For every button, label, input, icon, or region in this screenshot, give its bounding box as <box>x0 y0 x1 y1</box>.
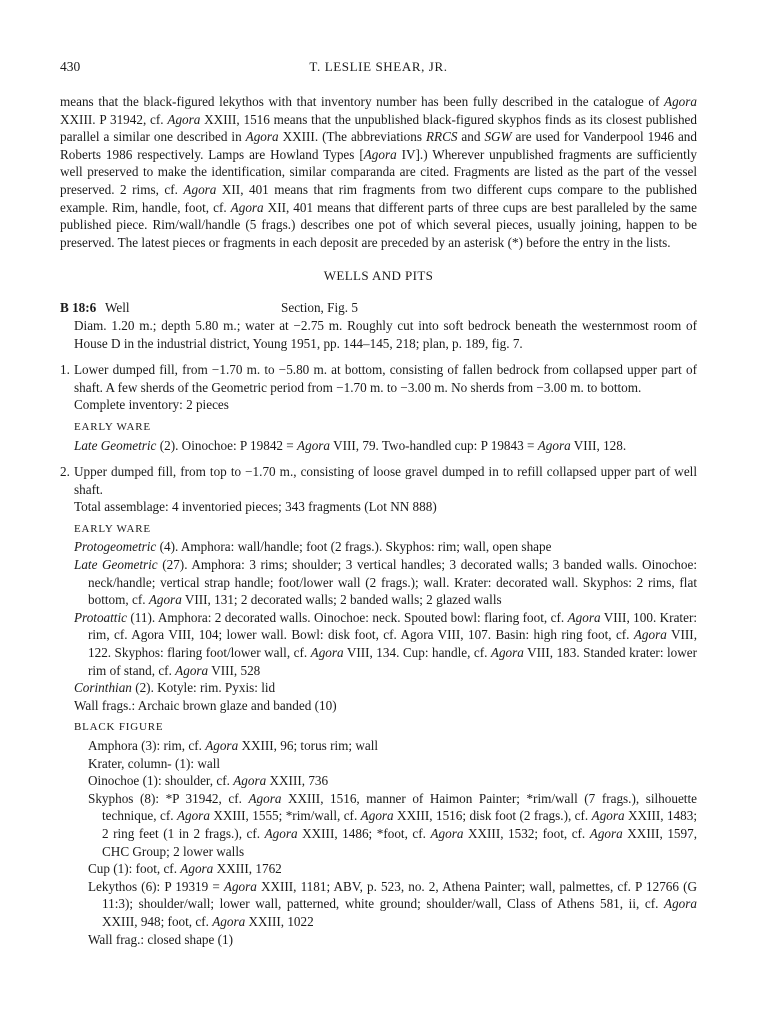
bf-skyphos: Skyphos (8): *P 31942, cf. Agora XXIII, 1516, manner of Haimon Painter; *rim/wall (7 frags.), silhouette technique, cf. Agora XXIII, 1555; *rim/wall, cf. Agora XXIII, 1516; disk foot (2 frags.), cf. Agora XXIII, 1483; 2 ring feet (1 in 2 frags.), cf. Agora XXIII, 1486; *foot, cf. Agora XXIII, 1532; foot, cf. Agora XXIII, 1597, CHC Group; 2 lower walls <box>88 790 697 859</box>
page-number: 430 <box>60 59 81 74</box>
layer-1-inventory: Complete inventory: 2 pieces <box>74 397 229 413</box>
deposit-name: Well <box>105 299 130 315</box>
deposit-id: B 18:6 <box>60 299 97 315</box>
corinthian-entry: Corinthian (2). Kotyle: rim. Pyxis: lid <box>74 680 276 696</box>
deposit-section-ref: Section, Fig. 5 <box>281 299 358 315</box>
late-geometric-entry: Late Geometric (27). Amphora: 3 rims; shoulder; 3 vertical handles; 3 decorated walls; 3 banded walls. Oinochoe: neck/handle; vertical strap handle; foot/lower wall (2 frags.); wall. Krater: decorated wall. Skyphos: 2 rims, flat bottom, cf. Agora VIII, 131; 2 decorated walls; 2 banded walls; 2 glazed walls <box>74 557 697 608</box>
layer-2 <box>60 463 697 498</box>
section-heading: WELLS AND PITS <box>323 268 434 284</box>
layer-1-early-ware-heading: EARLY WARE <box>74 420 151 433</box>
bf-krater: Krater, column- (1): wall <box>88 755 221 771</box>
bf-cup: Cup (1): foot, cf. Agora XXIII, 1762 <box>88 861 282 877</box>
layer-number: 1. <box>60 362 70 378</box>
layer-1 <box>60 361 697 396</box>
layer-2-early-ware-heading: EARLY WARE <box>74 522 151 535</box>
bf-lekythos: Lekythos (6): P 19319 = Agora XXIII, 1181; ABV, p. 523, no. 2, Athena Painter; wall, palmettes, cf. P 12766 (G 11:3); shoulder/wall; lower wall, patterned, white ground; shoulder/wall, Class of Athens 581, ii, cf. Agora XXIII, 948; foot, cf. Agora XXIII, 1022 <box>88 878 697 929</box>
page-body <box>60 93 697 948</box>
running-head: T. LESLIE SHEAR, JR. <box>309 59 448 74</box>
bf-wall-frag: Wall frag.: closed shape (1) <box>88 931 234 947</box>
wall-frags-entry: Wall frags.: Archaic brown glaze and banded (10) <box>74 697 337 713</box>
layer-description: Upper dumped fill, from top to −1.70 m., consisting of loose gravel dumped in to refill collapsed upper part of well shaft. <box>74 464 697 497</box>
bf-amphora: Amphora (3): rim, cf. Agora XXIII, 96; torus rim; wall <box>88 738 379 753</box>
page-header <box>60 58 697 76</box>
layer-1-late-geometric: Late Geometric (2). Oinochoe: P 19842 = Agora VIII, 79. Two-handled cup: P 19843 = Agora VIII, 128. <box>74 437 627 453</box>
intro-paragraph: means that the black-figured lekythos with that inventory number has been fully described in the catalogue of Agora XXIII. P 31942, cf. Agora XXIII, 1516 means that the unpublished black-figured skyphos finds as its closest published parallel a similar one described in Agora XXIII. (The abbreviations RRCS and SGW are used for Vanderpool 1946 and Roberts 1986 respectively. Lamps are Howland Types [Agora IV].) Wherever unpublished fragments are sufficiently well preserved to make the identification, similar comparanda are cited. Fragments are listed as the part of the vessel preserved. 2 rims, cf. Agora XII, 401 means that rim fragments from two different cups compare to the published example. Rim, handle, foot, cf. Agora XII, 401 means that different parts of three cups are best paralleled by the same published piece. Rim/wall/handle (5 frags.) describes one pot of which several pieces, usually joining, happen to be preserved. The latest pieces or fragments in each deposit are preceded by an asterisk (*) before the entry in the lists. <box>60 94 698 250</box>
bf-oinochoe: Oinochoe (1): shoulder, cf. Agora XXIII, 736 <box>88 773 329 789</box>
deposit-heading <box>60 299 697 317</box>
black-figure-heading: BLACK FIGURE <box>74 721 164 734</box>
layer-2-assemblage: Total assemblage: 4 inventoried pieces; 343 fragments (Lot NN 888) <box>74 499 437 515</box>
deposit-description: Diam. 1.20 m.; depth 5.80 m.; water at −2.75 m. Roughly cut into soft bedrock beneath the westernmost room of House D in the industrial district, Young 1951, pp. 144–145, 218; plan, p. 189, fig. 7. <box>74 317 697 351</box>
protogeometric-entry: Protogeometric (4). Amphora: wall/handle; foot (2 frags.). Skyphos: rim; wall, open shape <box>74 539 552 555</box>
layer-description: Lower dumped fill, from −1.70 m. to −5.80 m. at bottom, consisting of fallen bedrock from collapsed upper part of shaft. A few sherds of the Geometric period from −1.70 m. to −3.00 m. No sherds from −3.00 m. to bottom. <box>74 362 697 395</box>
layer-number: 2. <box>60 464 70 480</box>
protoattic-entry: Protoattic (11). Amphora: 2 decorated walls. Oinochoe: neck. Spouted bowl: flaring foot, cf. Agora VIII, 100. Krater: rim, cf. Agora VIII, 104; lower wall. Bowl: disk foot, cf. Agora VIII, 107. Basin: high ring foot, cf. Agora VIII, 122. Skyphos: flaring foot/lower wall, cf. Agora VIII, 134. Cup: handle, cf. Agora VIII, 183. Standed krater: lower rim of stand, cf. Agora VIII, 528 <box>74 609 697 678</box>
